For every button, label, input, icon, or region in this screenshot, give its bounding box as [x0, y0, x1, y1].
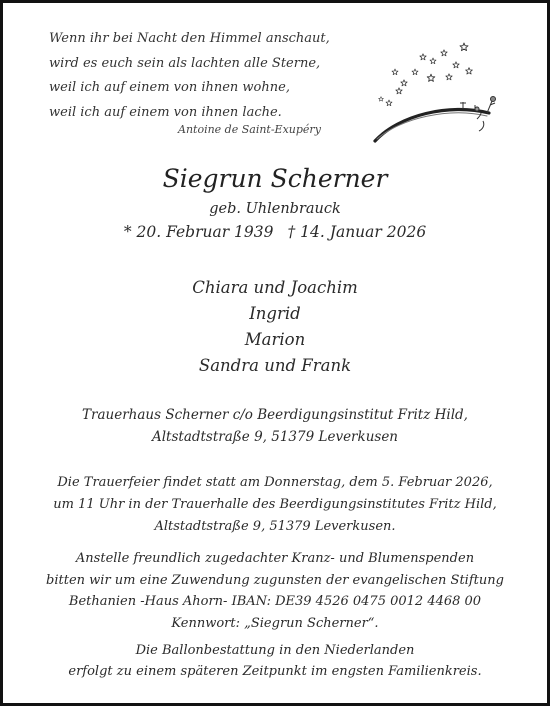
poem-line: Wenn ihr bei Nacht den Himmel anschaut,	[49, 31, 330, 46]
life-dates	[3, 221, 547, 243]
mourner: Ingrid	[249, 304, 301, 323]
poem-line: weil ich auf einem von ihnen wohne,	[49, 80, 290, 95]
mourner: Marion	[244, 330, 306, 349]
donation-notice	[3, 548, 547, 634]
address-line: Trauerhaus Scherner c/o Beerdigungsinstitut Fritz Hild,	[82, 407, 468, 423]
mourner: Chiara und Joachim	[192, 278, 358, 297]
balloon-burial-notice	[3, 640, 547, 682]
poem-line: weil ich auf einem von ihnen lache.	[49, 104, 282, 120]
deceased-name: Siegrun Scherner	[162, 164, 388, 193]
balloon-line: Die Ballonbestattung in den Niederlanden	[135, 643, 415, 658]
service-line: Die Trauerfeier findet statt am Donnerstag, dem 5. Februar 2026,	[57, 475, 493, 490]
service-line: um 11 Uhr in der Trauerhalle des Beerdigungsinstitutes Fritz Hild,	[53, 497, 497, 512]
poem-line: wird es euch sein als lachten alle Sterne,	[49, 55, 321, 71]
birth-name: geb. Uhlenbrauck	[209, 201, 341, 217]
poem-quote	[49, 27, 359, 125]
balloon-line: erfolgt zu einem späteren Zeitpunkt im engsten Familienkreis.	[68, 664, 482, 679]
service-line: Altstadtstraße 9, 51379 Leverkusen.	[154, 519, 396, 534]
mourners-list	[3, 275, 547, 379]
donation-line: Kennwort: „Siegrun Scherner“.	[171, 615, 379, 631]
address-line: Altstadtstraße 9, 51379 Leverkusen	[151, 428, 399, 445]
donation-line: bitten wir um eine Zuwendung zugunsten der evangelischen Stiftung	[46, 572, 504, 588]
donation-line: Anstelle freundlich zugedachter Kranz- und Blumenspenden	[75, 551, 475, 566]
donation-line: Bethanien -Haus Ahorn- IBAN: DE39 4526 0475 0012 4468 00	[68, 594, 482, 609]
poem-author: Antoine de Saint-Exupéry	[178, 123, 321, 136]
death-date: † 14. Januar 2026	[287, 223, 427, 241]
little-prince-planet-icon	[369, 39, 509, 147]
mourner: Sandra und Frank	[198, 356, 352, 375]
birth-date: * 20. Februar 1939	[123, 223, 274, 241]
funeral-service-notice	[3, 472, 547, 538]
mourning-house-address	[3, 405, 547, 448]
